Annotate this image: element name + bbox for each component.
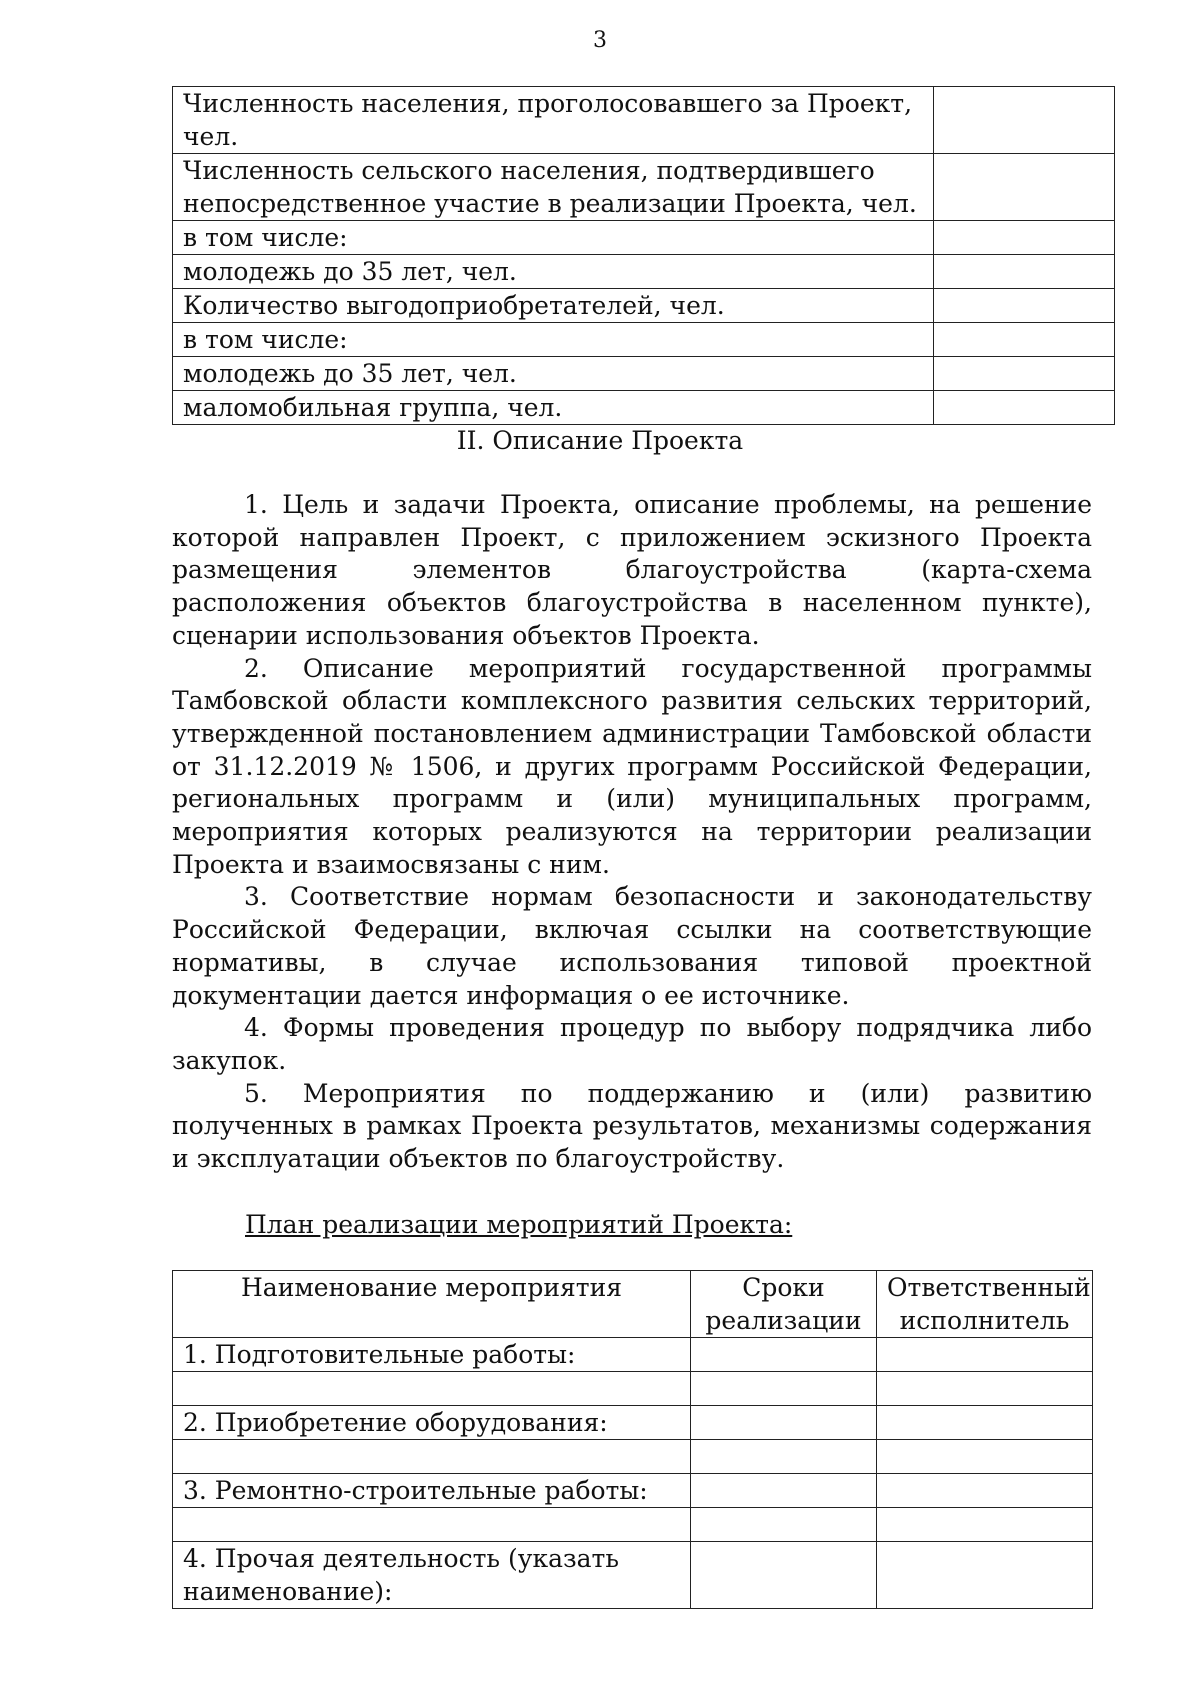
population-stats-table: [172, 86, 1115, 425]
activity-cell: 2. Приобретение оборудования:: [173, 1406, 691, 1440]
table-cell-label: молодежь до 35 лет, чел.: [173, 255, 934, 289]
table-row: [173, 1372, 1093, 1406]
table-row: [173, 221, 1115, 255]
column-header-activity: Наименование мероприятия: [173, 1271, 691, 1338]
table-cell-value[interactable]: [934, 255, 1115, 289]
timeline-cell[interactable]: [691, 1474, 877, 1508]
activity-cell[interactable]: [173, 1372, 691, 1406]
table-row: [173, 1338, 1093, 1372]
table-cell-label: молодежь до 35 лет, чел.: [173, 357, 934, 391]
table-cell-value[interactable]: [934, 289, 1115, 323]
table-cell-label: Количество выгодоприобретателей, чел.: [173, 289, 934, 323]
activity-cell: 4. Прочая деятельность (указать наименование):: [173, 1542, 691, 1609]
table-cell-value[interactable]: [934, 323, 1115, 357]
activity-cell[interactable]: [173, 1508, 691, 1542]
table-row: [173, 255, 1115, 289]
table-cell-label: Численность сельского населения, подтвердившего непосредственное участие в реализации Проекта, чел.: [173, 154, 934, 221]
table-row: [173, 1406, 1093, 1440]
table-row: [173, 391, 1115, 425]
paragraph: 1. Цель и задачи Проекта, описание проблемы, на решение которой направлен Проект, с приложением эскизного Проекта размещения элементов благоустройства (карта-схема расположения объектов благоустройства в населенном пункте), сценарии использования объектов Проекта.: [172, 490, 1092, 650]
responsible-cell[interactable]: [877, 1508, 1093, 1542]
plan-heading: План реализации мероприятий Проекта:: [245, 1210, 793, 1239]
activity-cell[interactable]: [173, 1440, 691, 1474]
table-cell-value[interactable]: [934, 391, 1115, 425]
table-row: [173, 357, 1115, 391]
paragraph: 4. Формы проведения процедур по выбору подрядчика либо закупок.: [172, 1013, 1092, 1075]
timeline-cell[interactable]: [691, 1508, 877, 1542]
table-row: [173, 1508, 1093, 1542]
table-row: [173, 1542, 1093, 1609]
table-row: [173, 1474, 1093, 1508]
paragraph: 3. Соответствие нормам безопасности и законодательству Российской Федерации, включая ссылки на соответствующие нормативы, в случае использования типовой проектной документации дается информация о ее источнике.: [172, 882, 1092, 1010]
timeline-cell[interactable]: [691, 1406, 877, 1440]
responsible-cell[interactable]: [877, 1440, 1093, 1474]
table-cell-value[interactable]: [934, 221, 1115, 255]
timeline-cell[interactable]: [691, 1440, 877, 1474]
page-number: 3: [593, 28, 607, 53]
table-cell-label: Численность населения, проголосовавшего за Проект, чел.: [173, 87, 934, 154]
paragraph: 2. Описание мероприятий государственной программы Тамбовской области комплексного развития сельских территорий, утвержденной постановлением администрации Тамбовской области от 31.12.2019 № 1506, и других программ Российской Федерации, региональных программ и (или) муниципальных программ, мероприятия которых реализуются на территории реализации Проекта и взаимосвязаны с ним.: [172, 653, 1092, 879]
table-row: [173, 289, 1115, 323]
table-cell-label: в том числе:: [173, 221, 934, 255]
responsible-cell[interactable]: [877, 1542, 1093, 1609]
responsible-cell[interactable]: [877, 1372, 1093, 1406]
responsible-cell[interactable]: [877, 1338, 1093, 1372]
table-header-row: [173, 1271, 1093, 1338]
table-cell-label: маломобильная группа, чел.: [173, 391, 934, 425]
responsible-cell[interactable]: [877, 1406, 1093, 1440]
table-row: [173, 87, 1115, 154]
table-cell-value[interactable]: [934, 154, 1115, 221]
table-row: [173, 323, 1115, 357]
timeline-cell[interactable]: [691, 1372, 877, 1406]
project-description: [172, 489, 1092, 1176]
implementation-plan-table: [172, 1270, 1093, 1609]
paragraph: 5. Мероприятия по поддержанию и (или) развитию полученных в рамках Проекта результатов, механизмы содержания и эксплуатации объектов по благоустройству.: [172, 1078, 1092, 1174]
table-row: [173, 154, 1115, 221]
column-header-responsible: Ответственный исполнитель: [877, 1271, 1093, 1338]
table-cell-value[interactable]: [934, 357, 1115, 391]
timeline-cell[interactable]: [691, 1338, 877, 1372]
table-cell-value[interactable]: [934, 87, 1115, 154]
activity-cell: 3. Ремонтно-строительные работы:: [173, 1474, 691, 1508]
timeline-cell[interactable]: [691, 1542, 877, 1609]
activity-cell: 1. Подготовительные работы:: [173, 1338, 691, 1372]
table-row: [173, 1440, 1093, 1474]
responsible-cell[interactable]: [877, 1474, 1093, 1508]
column-header-timeline: Сроки реализации: [691, 1271, 877, 1338]
section-heading: II. Описание Проекта: [456, 426, 744, 455]
table-cell-label: в том числе:: [173, 323, 934, 357]
